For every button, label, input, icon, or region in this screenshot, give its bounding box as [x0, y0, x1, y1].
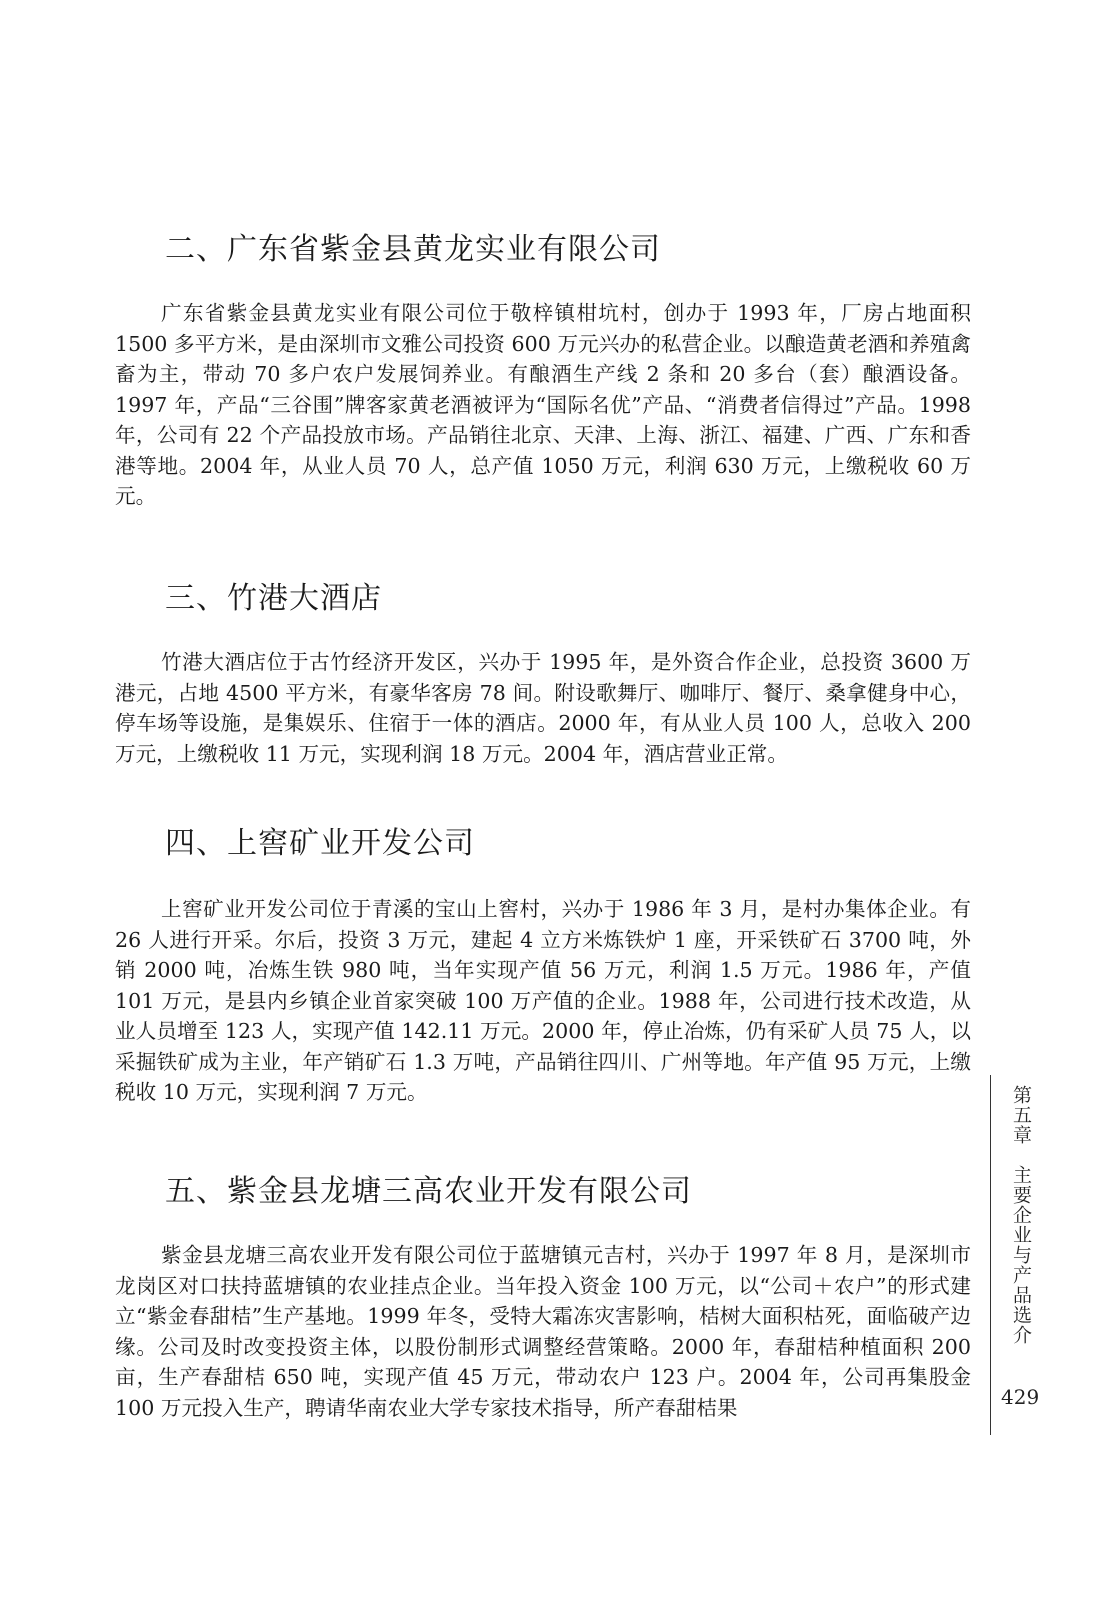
section-body-shangjiao-mining: 上窖矿业开发公司位于青溪的宝山上窖村，兴办于 1986 年 3 月，是村办集体企业。有 26 人进行开采。尔后，投资 3 万元，建起 4 立方米炼铁炉 1 座，开采铁矿石 3700 吨，外销 2000 吨，冶炼生铁 980 吨，当年实现产值 56 万元，利润 1.5 万元。1986 年，产值 101 万元，是县内乡镇企业首家突破 100 万产值的企业。1988 年，公司进行技术改造，从业人员增至 123 人，实现产值 142.11 万元。2000 年，停止冶炼，仍有采矿人员 75 人，以采掘铁矿成为主业，年产销矿石 1.3 万吨，产品销往四川、广州等地。年产值 95 万元，上缴税收 10 万元，实现利润 7 万元。	[115, 897, 971, 1104]
section-body-huanglong: 广东省紫金县黄龙实业有限公司位于敬梓镇柑坑村，创办于 1993 年，厂房占地面积 1500 多平方米，是由深圳市文雅公司投资 600 万元兴办的私营企业。以酿造黄老酒和养殖禽畜为主，带动 70 多户农户发展饲养业。有酿酒生产线 2 条和 20 多台（套）酿酒设备。1997 年，产品“三谷围”牌客家黄老酒被评为“国际名优”产品、“消费者信得过”产品。1998 年，公司有 22 个产品投放市场。产品销往北京、天津、上海、浙江、福建、广西、广东和香港等地。2004 年，从业人员 70 人，总产值 1050 万元，利润 630 万元，上缴税收 60 万元。	[115, 301, 971, 508]
chapter-title-vertical: 第五章 主要企业与产品选介	[1010, 1085, 1032, 1345]
section-heading-huanglong: 二、广东省紫金县黄龙实业有限公司	[165, 232, 661, 267]
section-body-longtang-agri: 紫金县龙塘三高农业开发有限公司位于蓝塘镇元吉村，兴办于 1997 年 8 月，是深圳市龙岗区对口扶持蓝塘镇的农业挂点企业。当年投入资金 100 万元，以“公司＋农户”的形式建立“紫金春甜桔”生产基地。1999 年冬，受特大霜冻灾害影响，桔树大面积枯死，面临破产边缘。公司及时改变投资主体，以股份制形式调整经营策略。2000 年，春甜桔种植面积 200 亩，生产春甜桔 650 吨，实现产值 45 万元，带动农户 123 户。2004 年，公司再集股金 100 万元投入生产，聘请华南农业大学专家技术指导，所产春甜桔果	[115, 1243, 971, 1420]
section-heading-longtang-agri: 五、紫金县龙塘三高农业开发有限公司	[165, 1174, 692, 1209]
section-body-zhugang-hotel: 竹港大酒店位于古竹经济开发区，兴办于 1995 年，是外资合作企业，总投资 3600 万港元，占地 4500 平方米，有豪华客房 78 间。附设歌舞厅、咖啡厅、餐厅、桑拿健身中心，停车场等设施，是集娱乐、住宿于一体的酒店。2000 年，有从业人员 100 人，总收入 200 万元，上缴税收 11 万元，实现利润 18 万元。2004 年，酒店营业正常。	[115, 650, 971, 766]
page-number: 429	[1001, 1385, 1040, 1409]
section-heading-shangjiao-mining: 四、上窖矿业开发公司	[165, 826, 475, 861]
section-heading-zhugang-hotel: 三、竹港大酒店	[165, 581, 382, 616]
margin-divider-line	[990, 1075, 991, 1435]
